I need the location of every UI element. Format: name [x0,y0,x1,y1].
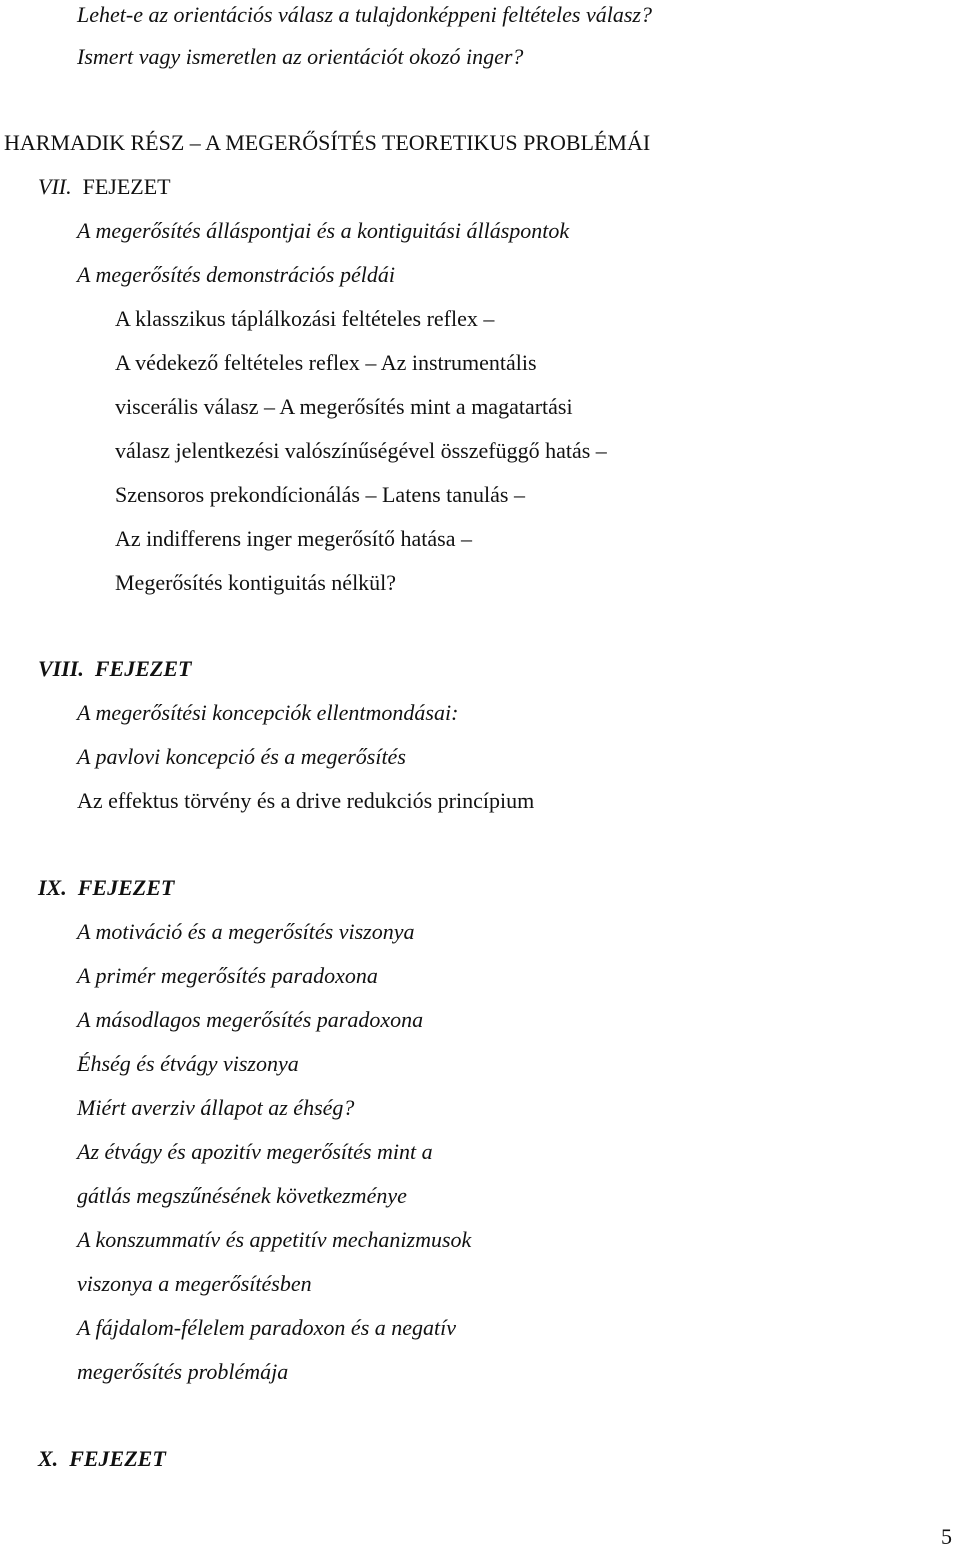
toc-line: A konszummatív és appetitív mechanizmusok [77,1227,472,1252]
toc-line: A védekező feltételes reflex – Az instrumentális [115,350,537,375]
toc-line: Az étvágy és apozitív megerősítés mint a [77,1139,433,1164]
chapter-label: FEJEZET [69,1446,166,1471]
toc-line: Ismert vagy ismeretlen az orientációt okozó inger? [77,44,524,69]
toc-line: A fájdalom-félelem paradoxon és a negatív [77,1315,457,1340]
chapter-number: IX. [38,875,67,900]
toc-line: viscerális válasz – A megerősítés mint a magatartási [115,394,573,419]
toc-line: A megerősítés álláspontjai és a kontiguitási álláspontok [77,218,570,243]
chapter-number: VIII. [38,656,84,681]
page-number: 5 [941,1524,952,1549]
chapter-heading-viii [38,658,191,680]
toc-line: Megerősítés kontiguitás nélkül? [115,570,397,595]
chapter-heading-x [38,1448,166,1470]
chapter-label: FEJEZET [77,875,175,900]
toc-line: Lehet-e az orientációs válasz a tulajdonképpeni feltételes válasz? [77,2,652,27]
chapter-label: FEJEZET [82,174,171,199]
chapter-number: VII. [38,174,72,199]
toc-line: megerősítés problémája [77,1359,289,1384]
toc-line: viszonya a megerősítésben [77,1271,312,1296]
toc-line: Az effektus törvény és a drive redukciós princípium [77,788,535,813]
toc-line: Az indifferens inger megerősítő hatása – [115,526,472,551]
toc-line: Miért averziv állapot az éhség? [77,1095,355,1120]
toc-line: A motiváció és a megerősítés viszonya [77,919,415,944]
toc-line: A primér megerősítés paradoxona [77,963,378,988]
chapter-number: X. [38,1446,59,1471]
toc-line: A megerősítési koncepciók ellentmondásai: [77,700,459,725]
chapter-label: FEJEZET [94,656,192,681]
chapter-heading-vii [38,176,171,198]
toc-line: Szensoros prekondícionálás – Latens tanulás – [115,482,525,507]
toc-line: válasz jelentkezési valószínűségével összefüggő hatás – [115,438,607,463]
toc-line: A megerősítés demonstrációs példái [77,262,395,287]
toc-line: A másodlagos megerősítés paradoxona [77,1007,424,1032]
chapter-heading-ix [38,877,174,899]
toc-line: A pavlovi koncepció és a megerősítés [77,744,406,769]
toc-line: Éhség és étvágy viszonya [77,1051,299,1076]
part-title: HARMADIK RÉSZ – A MEGERŐSÍTÉS TEORETIKUS PROBLÉMÁI [4,130,651,155]
toc-line: gátlás megszűnésének következménye [77,1183,407,1208]
toc-line: A klasszikus táplálkozási feltételes reflex – [115,306,495,331]
